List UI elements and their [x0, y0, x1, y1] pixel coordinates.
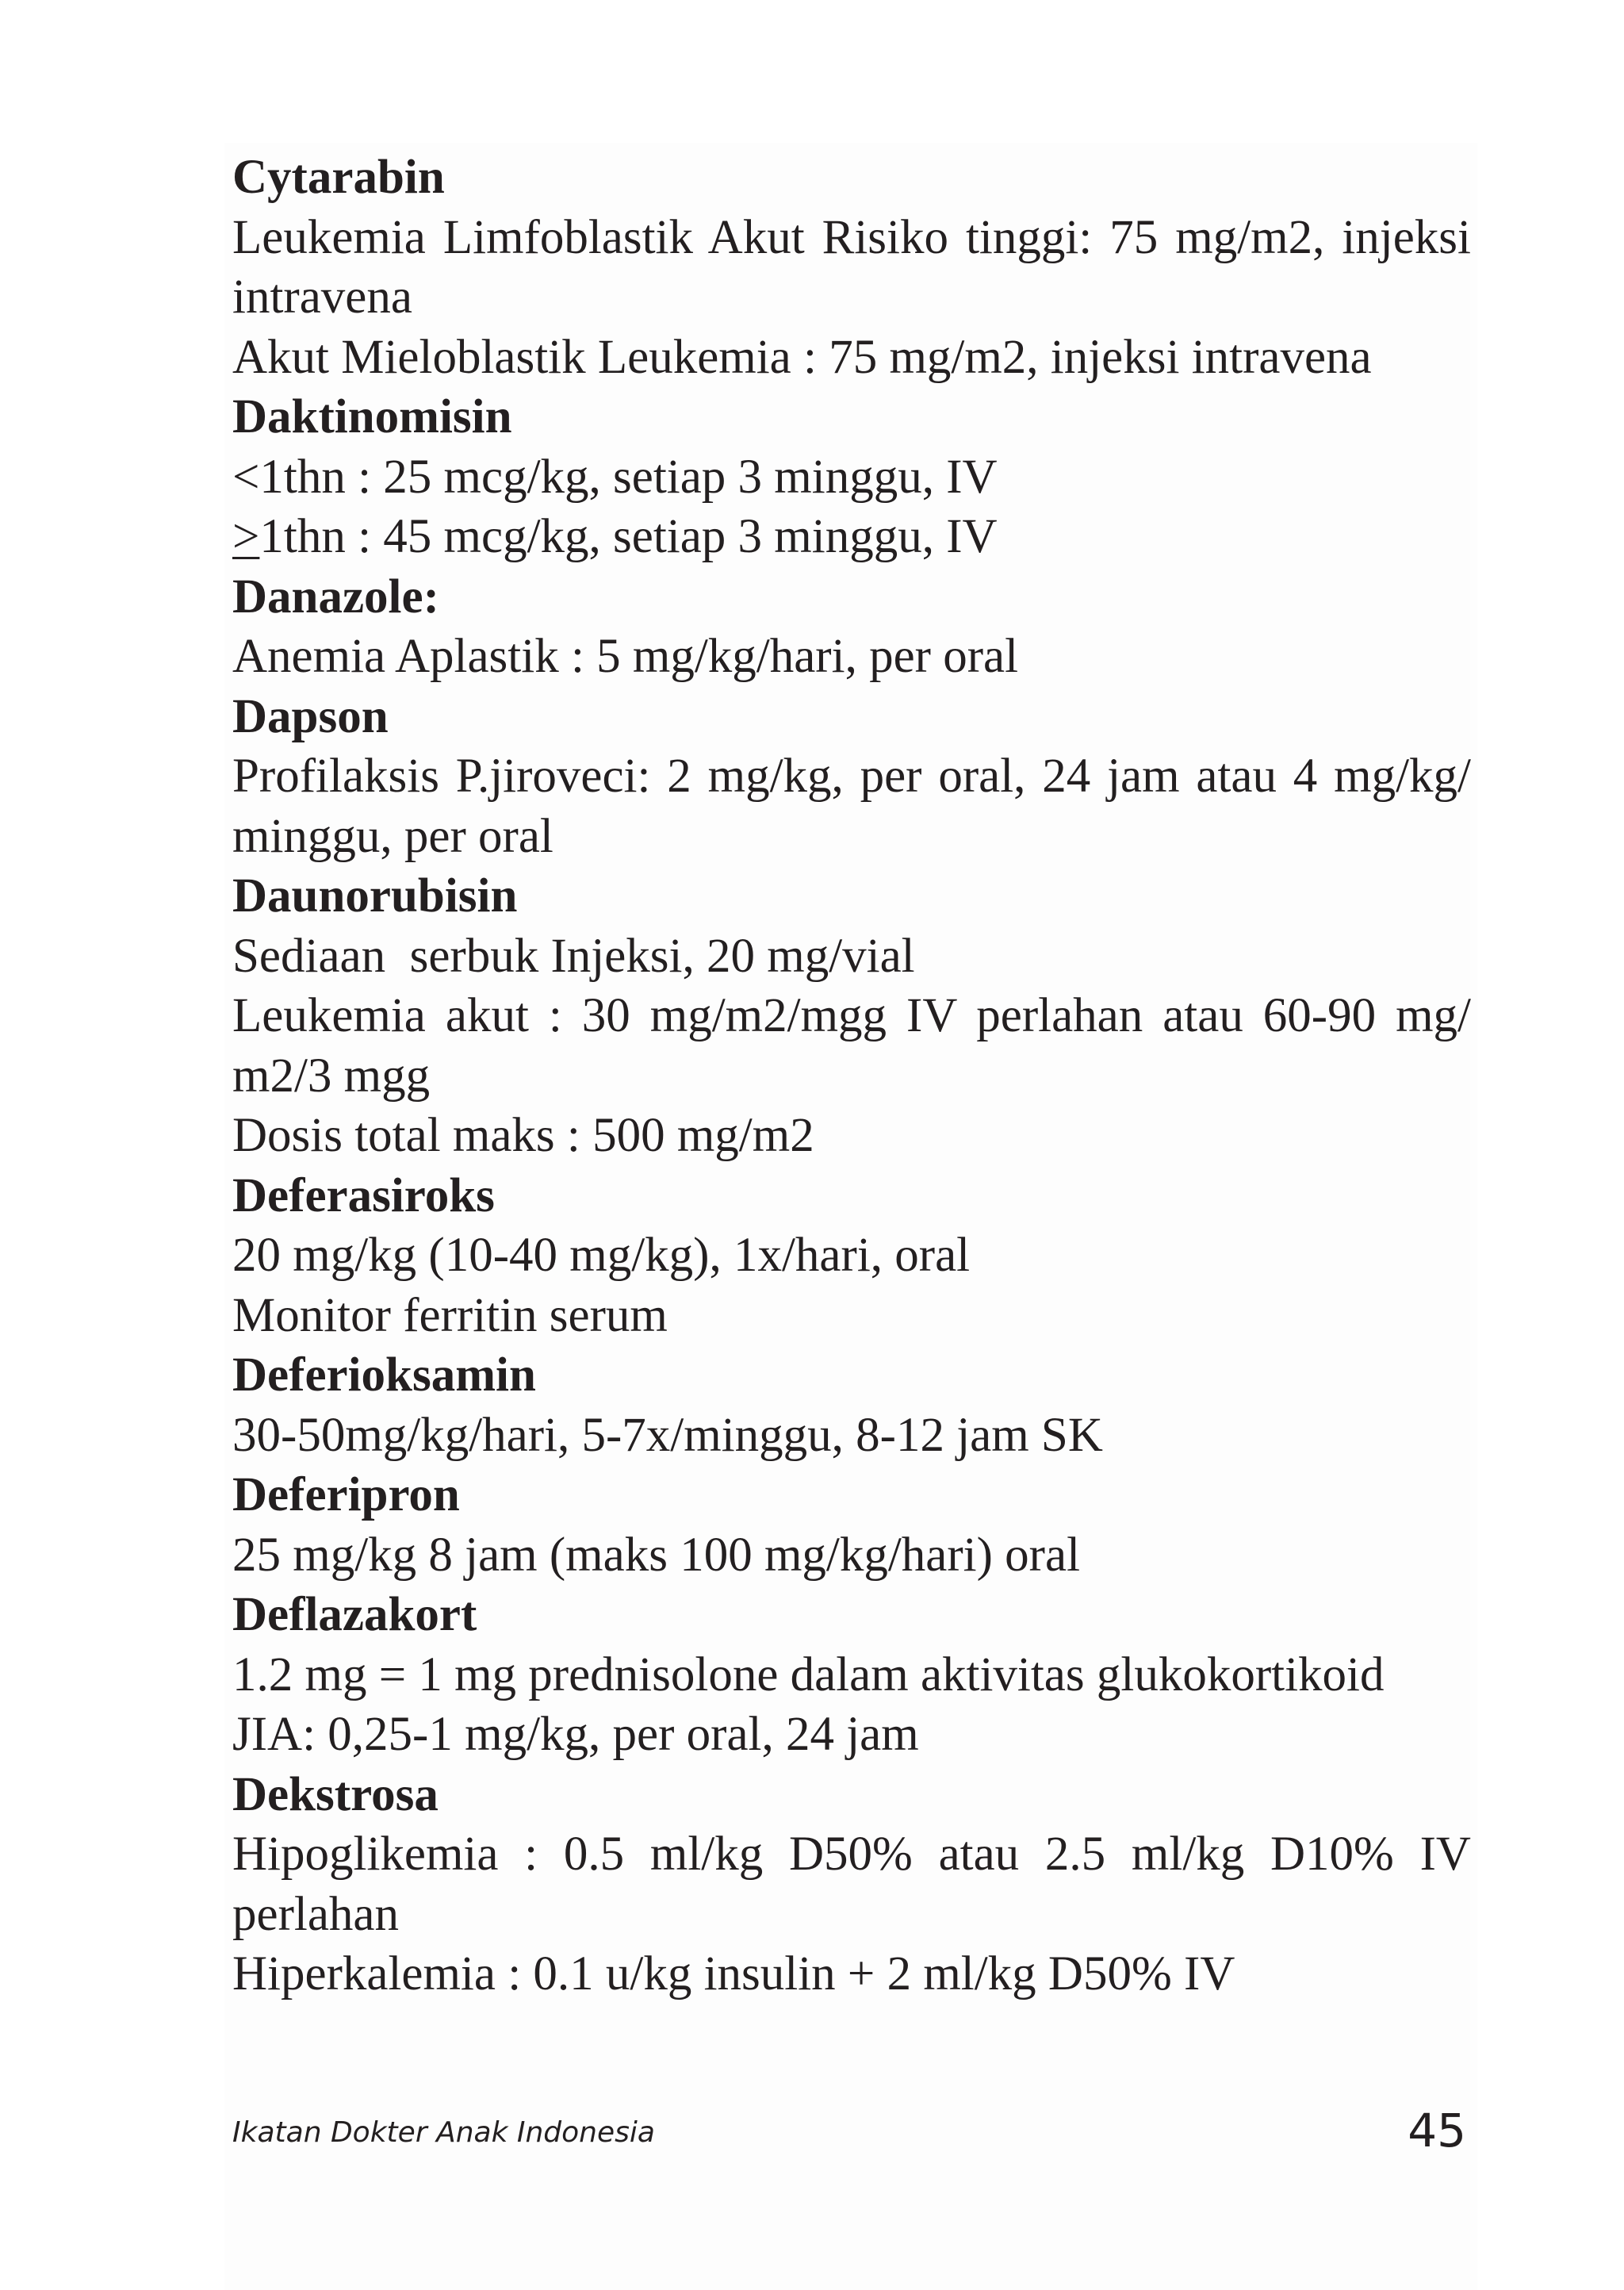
drug-entry-dekstrosa — [232, 1765, 1471, 2004]
drug-entry-danazole — [232, 567, 1471, 687]
dosage-line-text: 1thn : 45 mcg/kg, setiap 3 minggu, IV — [259, 510, 998, 563]
drug-name: Deferasiroks — [232, 1168, 495, 1222]
drug-name: Cytarabin — [232, 151, 445, 204]
dosage-line: JIA: 0,25-1 mg/kg, per oral, 24 jam — [232, 1708, 919, 1761]
dosage-line: Leukemia akut : 30 mg/m2/mgg IV perlahan atau 60-90 mg/ m2/3 mgg — [232, 989, 1471, 1103]
page-number: 45 — [1408, 2104, 1466, 2158]
dosage-line — [232, 507, 1471, 567]
dosage-line: Hiperkalemia : 0.1 u/kg insulin + 2 ml/kg D50% IV — [232, 1947, 1235, 2000]
dosage-line: Leukemia Limfoblastik Akut Risiko tinggi: 75 mg/m2, injeksi intravena — [232, 210, 1471, 324]
drug-entry-cytarabin — [232, 148, 1471, 387]
drug-entry-deferioksamin — [232, 1345, 1471, 1465]
dosage-line: Monitor ferritin serum — [232, 1288, 668, 1342]
drug-entry-dapson — [232, 687, 1471, 867]
dosage-line: <1thn : 25 mcg/kg, setiap 3 minggu, IV — [232, 450, 998, 504]
drug-entry-deflazakort — [232, 1585, 1471, 1765]
drug-entry-daunorubisin — [232, 866, 1471, 1166]
dosage-line: 20 mg/kg (10-40 mg/kg), 1x/hari, oral — [232, 1229, 971, 1282]
drug-entry-daktinomisin — [232, 387, 1471, 567]
dosage-line: 25 mg/kg 8 jam (maks 100 mg/kg/hari) oral — [232, 1528, 1081, 1582]
drug-name: Deflazakort — [232, 1588, 477, 1641]
drug-name: Deferioksamin — [232, 1348, 536, 1402]
dosage-line: 1.2 mg = 1 mg prednisolone dalam aktivitas glukokortikoid — [232, 1647, 1385, 1701]
dosage-line: Dosis total maks : 500 mg/m2 — [232, 1109, 814, 1162]
dosage-line: Akut Mieloblastik Leukemia : 75 mg/m2, injeksi intravena — [232, 330, 1372, 384]
drug-name: Daktinomisin — [232, 390, 512, 443]
drug-name: Danazole: — [232, 570, 439, 623]
dosage-line: Profilaksis P.jiroveci: 2 mg/kg, per oral, 24 jam atau 4 mg/kg/ minggu, per oral — [232, 750, 1471, 863]
drug-entry-deferasiroks — [232, 1166, 1471, 1346]
greater-equal-symbol: > — [232, 510, 260, 563]
drug-name: Daunorubisin — [232, 869, 518, 923]
drug-entry-deferipron — [232, 1465, 1471, 1585]
dosage-line: Hipoglikemia : 0.5 ml/kg D50% atau 2.5 ml/kg D10% IV perlahan — [232, 1828, 1471, 1941]
drug-name: Dapson — [232, 689, 389, 743]
dosage-line: 30-50mg/kg/hari, 5-7x/minggu, 8-12 jam SK — [232, 1408, 1103, 1462]
drug-name: Dekstrosa — [232, 1767, 439, 1821]
drug-dosage-list — [232, 148, 1471, 2004]
footer-publisher: Ikatan Dokter Anak Indonesia — [232, 2116, 655, 2149]
drug-name: Deferipron — [232, 1468, 460, 1521]
dosage-line: Anemia Aplastik : 5 mg/kg/hari, per oral — [232, 630, 1019, 683]
dosage-line: Sediaan serbuk Injeksi, 20 mg/vial — [232, 929, 915, 983]
